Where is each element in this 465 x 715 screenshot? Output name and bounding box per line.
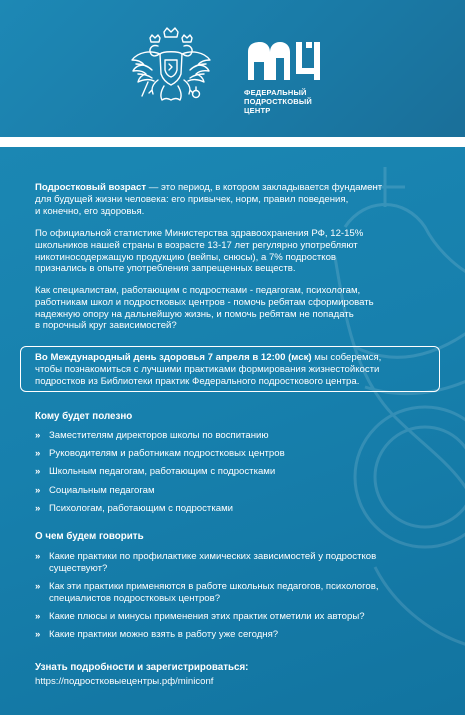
announcement-date: Во Международный день здоровья 7 апреля в 12:00 (мск) bbox=[35, 352, 312, 363]
bullet-icon: » bbox=[35, 611, 41, 622]
logo-line-3: ЦЕНТР bbox=[244, 106, 271, 115]
register-title: Узнать подробности и зарегистрироваться: bbox=[35, 662, 249, 673]
bullet-icon: » bbox=[35, 466, 41, 477]
intro-paragraph-1: Подростковый возраст — это период, в котором закладывается фундамент для будущей жизни человека: его привычек, норм, правил поведения, и конечно, его здоровья. bbox=[35, 182, 383, 217]
bullet-icon: » bbox=[35, 430, 41, 441]
audience-title: Кому будет полезно bbox=[35, 411, 133, 422]
main-panel: Подростковый возраст — это период, в котором закладывается фундамент для будущей жизни человека: его привычек, норм, правил поведения, и конечно, его здоровья. По официальной статистике Министерства здравоохранения РФ, 12-15% школьников нашей страны в возрасте 13-17 лет регулярно употребляют никотиносодержащую продукцию (вейпы, снюсы), а 7% подростков признались в опыте употребления запрещенных веществ. Как специалистам, работающим с подростками - педагогам, психологам, работникам школ и подростковых центров - помочь ребятам сформировать надежную опору на дальнейшую жизнь, и помочь ребятам не попадать в порочный круг зависимостей? Во Международный день здоровья 7 апреля в 12:00 (мск) мы соберемся, чтобы познакомиться с лучшими практиками формирования жизнестойкости подростков из Библиотеки практик Федерального подросткового центра. Кому будет полезно » Заместителям директоров школы по воспитанию » Руководителям и работникам подростковых центров » Школьным педагогам, работающим с подростками » Социальным педагогам » Психологам, работающим с подростками О чем будем говорить » Какие практики по профилактике химических зависимостей у подростков существуют? » Как эти практики применяются в работе школьных педагогов, психологов, специалистов подростковых центров? » Какие плюсы и минусы применения этих практик отметили их авторы? » Какие практики можно взять в работу уже сегодня? Узнать подробности и зарегистрироваться: https://подростковыецентры.рф/miniconf bbox=[0, 147, 465, 715]
bullet-icon: » bbox=[35, 503, 41, 514]
russian-coat-of-arms-icon bbox=[128, 24, 214, 110]
logo-line-1: ФЕДЕРАЛЬНЫЙ bbox=[244, 88, 307, 97]
bullet-icon: » bbox=[35, 629, 41, 640]
bullet-icon: » bbox=[35, 485, 41, 496]
bullet-icon: » bbox=[35, 551, 41, 562]
intro-paragraph-3: Как специалистам, работающим с подростками - педагогам, психологам, работникам школ и подростковых центров - помочь ребятам сформировать надежную опору на дальнейшую жизнь, и помочь ребятам не попадать в порочный круг зависимостей? bbox=[35, 285, 374, 332]
topics-title: О чем будем говорить bbox=[35, 531, 144, 542]
bullet-icon: » bbox=[35, 581, 41, 592]
header-banner bbox=[0, 0, 465, 137]
logo-text bbox=[244, 88, 384, 115]
federal-teen-center-logo-icon bbox=[244, 40, 330, 82]
register-link[interactable]: https://подростковыецентры.рф/miniconf bbox=[35, 676, 214, 687]
intro-bold-term: Подростковый возраст bbox=[35, 182, 147, 193]
logo-line-2: ПОДРОСТКОВЫЙ bbox=[244, 97, 312, 106]
bullet-icon: » bbox=[35, 448, 41, 459]
intro-paragraph-2: По официальной статистике Министерства здравоохранения РФ, 12-15% школьников нашей страны в возрасте 13-17 лет регулярно употребляют никотиносодержащую продукцию (вейпы, снюсы), а 7% подростков признались в опыте употребления запрещенных веществ. bbox=[35, 228, 364, 275]
announcement-text: Во Международный день здоровья 7 апреля в 12:00 (мск) мы соберемся, чтобы познакомиться с лучшими практиками формирования жизнестойкости подростков из Библиотеки практик Федерального подросткового центра. bbox=[35, 352, 382, 387]
